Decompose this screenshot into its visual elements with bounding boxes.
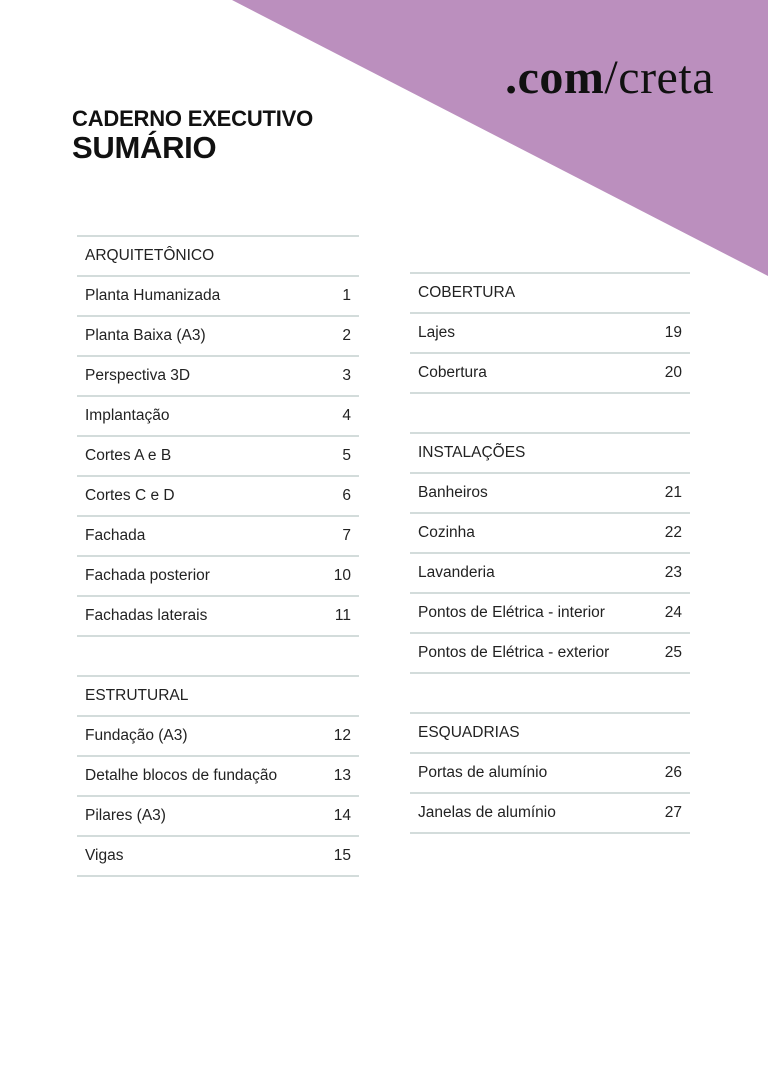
toc-entry[interactable]: [410, 472, 690, 512]
section-heading-label: ESTRUTURAL: [85, 687, 189, 704]
toc-entry-page: 6: [342, 487, 351, 504]
toc-entry-page: 2: [342, 327, 351, 344]
toc-entry-page: 11: [334, 607, 351, 624]
toc-entry[interactable]: [77, 355, 359, 395]
brand-logo-bold: .com: [505, 51, 605, 104]
toc-entry-label: Pontos de Elétrica - interior: [418, 604, 605, 621]
section-heading-cobertura: [410, 272, 690, 312]
toc-entry[interactable]: [77, 715, 359, 755]
toc-entry-label: Cortes A e B: [85, 447, 172, 464]
toc-entry-label: Fachada: [85, 527, 146, 544]
toc-entry[interactable]: [77, 275, 359, 315]
section-spacer: [410, 674, 690, 712]
toc-entry-label: Detalhe blocos de fundação: [85, 767, 278, 784]
toc-entry-label: Pontos de Elétrica - exterior: [418, 644, 610, 661]
toc-entry-label: Fachada posterior: [85, 567, 210, 584]
toc-entry-label: Cobertura: [418, 364, 487, 381]
toc-entry[interactable]: [77, 755, 359, 795]
toc-entry-page: 22: [664, 524, 682, 541]
toc-entry-label: Perspectiva 3D: [85, 367, 191, 384]
document-subtitle: CADERNO EXECUTIVO: [72, 106, 314, 131]
toc-entry-label: Vigas: [85, 847, 124, 864]
section-spacer: [77, 637, 359, 675]
toc-entry[interactable]: [410, 552, 690, 592]
toc-entry[interactable]: [77, 315, 359, 355]
toc-entry-page: 24: [664, 604, 682, 621]
toc-entry-label: Implantação: [85, 407, 170, 424]
section-heading-label: COBERTURA: [418, 284, 516, 301]
toc-entry[interactable]: [77, 595, 359, 637]
section-heading-estrutural: [77, 675, 359, 715]
toc-entry[interactable]: [410, 632, 690, 674]
toc-entry-label: Cortes C e D: [85, 487, 175, 504]
toc-entry[interactable]: [77, 435, 359, 475]
toc-entry-label: Fachadas laterais: [85, 607, 208, 624]
brand-logo: [505, 50, 714, 105]
toc-entry[interactable]: [410, 592, 690, 632]
section-heading-label: ARQUITETÔNICO: [85, 247, 215, 264]
toc-entry-label: Lajes: [418, 324, 456, 341]
toc-entry-page: 4: [342, 407, 351, 424]
toc-entry-label: Banheiros: [418, 484, 488, 501]
toc-entry-page: 23: [664, 564, 682, 581]
toc-entry-page: 20: [664, 364, 682, 381]
toc-entry[interactable]: [410, 312, 690, 352]
toc-left-column: [77, 235, 359, 877]
toc-entry-page: 13: [333, 767, 351, 784]
toc-entry-page: 19: [664, 324, 682, 341]
toc-entry-label: Portas de alumínio: [418, 764, 548, 781]
toc-entry-label: Fundação (A3): [85, 727, 188, 744]
section-heading-label: INSTALAÇÕES: [418, 444, 526, 461]
toc-entry-label: Cozinha: [418, 524, 475, 541]
toc-entry[interactable]: [77, 475, 359, 515]
toc-entry-page: 21: [664, 484, 682, 501]
toc-entry[interactable]: [410, 512, 690, 552]
toc-entry-page: 26: [664, 764, 682, 781]
toc-entry-label: Planta Baixa (A3): [85, 327, 206, 344]
section-heading-instalacoes: [410, 432, 690, 472]
toc-entry[interactable]: [77, 515, 359, 555]
toc-entry[interactable]: [77, 835, 359, 877]
toc-entry[interactable]: [77, 555, 359, 595]
toc-entry-page: 3: [342, 367, 351, 384]
toc-entry[interactable]: [410, 792, 690, 834]
section-heading-esquadrias: [410, 712, 690, 752]
section-heading-label: ESQUADRIAS: [418, 724, 520, 741]
toc-entry-page: 27: [664, 804, 682, 821]
toc-right-column: [410, 272, 690, 834]
toc-entry-page: 5: [342, 447, 351, 464]
toc-entry[interactable]: [410, 752, 690, 792]
toc-entry-page: 15: [333, 847, 351, 864]
toc-entry-page: 7: [342, 527, 351, 544]
brand-logo-rest: /creta: [604, 51, 714, 104]
toc-entry-page: 1: [342, 287, 351, 304]
section-heading-arquitetonico: [77, 235, 359, 275]
toc-entry-label: Janelas de alumínio: [418, 804, 556, 821]
toc-entry-page: 10: [333, 567, 351, 584]
toc-entry-label: Lavanderia: [418, 564, 495, 581]
toc-entry-label: Planta Humanizada: [85, 287, 221, 304]
toc-entry[interactable]: [77, 795, 359, 835]
section-spacer: [410, 394, 690, 432]
toc-entry-page: 14: [333, 807, 351, 824]
toc-entry-page: 12: [333, 727, 351, 744]
page-title: SUMÁRIO: [72, 130, 217, 165]
toc-entry-page: 25: [664, 644, 682, 661]
toc-entry-label: Pilares (A3): [85, 807, 166, 824]
toc-entry[interactable]: [77, 395, 359, 435]
toc-entry[interactable]: [410, 352, 690, 394]
